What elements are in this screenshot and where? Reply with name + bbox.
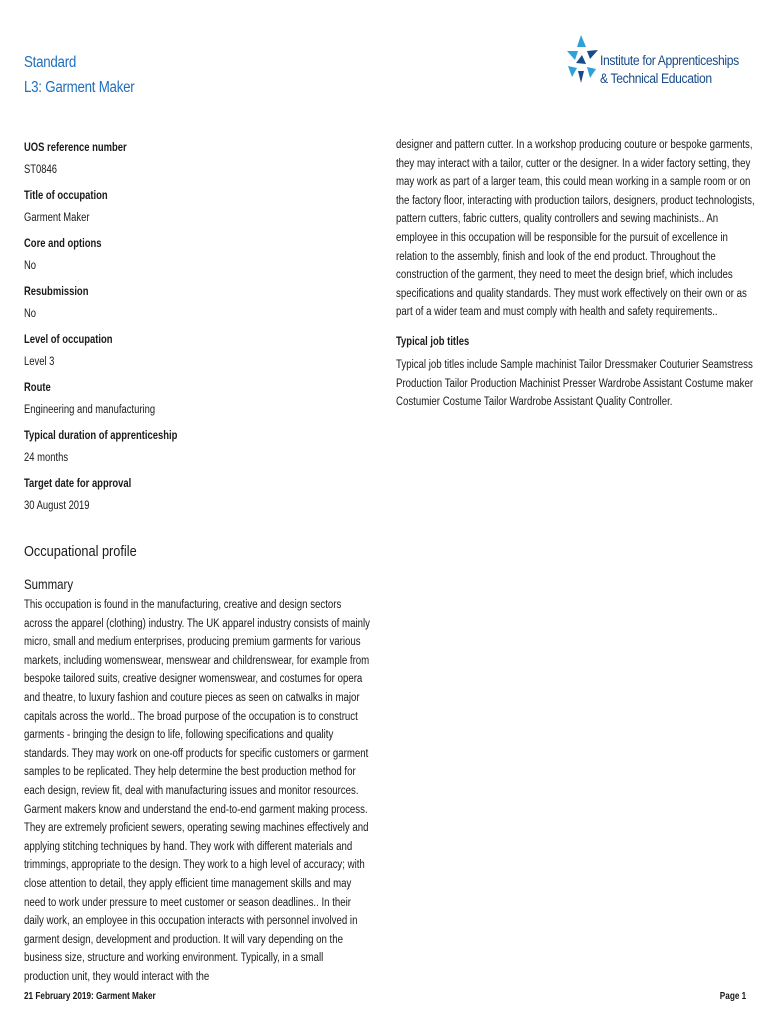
right-column (396, 136, 768, 412)
job-titles-label: Typical job titles (396, 335, 470, 348)
field-label: UOS reference number (24, 142, 127, 154)
summary-paragraph: This occupation is found in the manufacturing, creative and design sectors across the apparel (clothing) industry. The UK apparel industry consists of mainly micro, small and medium enterprises, producing premium garments for various markets, including womenswear, menswear and childrenswear, for example from bespoke tailored suits, creative designer womenswear, and costumes for opera and theatre, to luxury fashion and couture pieces as seen on catwalks in major capitals across the world.. The broad purpose of the occupation is to construct garments - bringing the design to life, following specifications and quality standards. They may work on one-off products for specific customers or garment samples to be replicated. They help determine the best production method for each design, review fit, deal with manufacturing issues and monitor resources. Garment makers know and understand the end-to-end garment making process. They are extremely proficient sewers, operating sewing machines effectively and applying stitching techniques by hand. They work with different materials and trimmings, appropriate to the design. They work to a high level of accuracy; with close attention to detail, they apply efficient time management skills and may need to work under pressure to meet customer or season deadlines.. In their daily work, an employee in this occupation interacts with personnel involved in garment design, development and production. It will vary depending on the business size, structure and working environment. Typically, in a small production unit, they would interact with the (24, 599, 370, 983)
field-value: No (24, 260, 37, 272)
institute-name-line2: & Technical Education (600, 71, 712, 86)
field-group-resubmission (24, 284, 384, 322)
summary-continued-paragraph: designer and pattern cutter. In a workshop producing couture or bespoke garments, they may interact with a tailor, cutter or the designer. In a wider factory setting, they may work as part of a larger team, this could mean working in a sample room or on the factory floor, interacting with production tailors, designers, product technologists, pattern cutters, fabric cutters, quality controllers and sewing machinists.. An employee in this occupation will be responsible for the pursuit of excellence in relation to the assembly, finish and look of the end product. Throughout the construction of the garment, they need to meet the design brief, which includes specifications and quality standards. They must work effectively on their own or as part of a wider team and must comply with health and safety requirements.. (396, 139, 755, 319)
occupational-profile-heading: Occupational profile (24, 543, 137, 560)
institute-logo (565, 33, 755, 99)
field-group-target-date (24, 476, 384, 514)
summary-heading: Summary (24, 577, 74, 592)
left-column (24, 140, 384, 986)
field-value: Garment Maker (24, 212, 90, 224)
job-titles-paragraph: Typical job titles include Sample machinist Tailor Dressmaker Couturier Seamstress Production Tailor Production Machinist Presser Wardrobe Assistant Costume maker Costumier Costume Tailor Wardrobe Assistant Quality Controller. (396, 358, 754, 409)
field-label: Target date for approval (24, 478, 132, 490)
field-group-level (24, 332, 384, 370)
field-group-core-options (24, 236, 384, 274)
field-value: Engineering and manufacturing (24, 404, 156, 416)
field-value: ST0846 (24, 164, 58, 176)
document-title (24, 50, 134, 100)
institute-name-line1: Institute for Apprenticeships (600, 53, 739, 68)
field-label: Title of occupation (24, 190, 108, 202)
field-label: Level of occupation (24, 334, 113, 346)
field-value: 24 months (24, 452, 69, 464)
field-label: Resubmission (24, 286, 89, 298)
field-label: Route (24, 382, 51, 394)
field-group-title (24, 188, 384, 226)
institute-name (600, 52, 739, 88)
field-label: Core and options (24, 238, 102, 250)
field-group-route (24, 380, 384, 418)
footer-date-title: 21 February 2019: Garment Maker (24, 991, 156, 1002)
field-value: Level 3 (24, 356, 55, 368)
field-value: 30 August 2019 (24, 500, 90, 512)
field-label: Typical duration of apprenticeship (24, 430, 178, 442)
field-group-duration (24, 428, 384, 466)
document-title-line1: Standard (24, 54, 77, 71)
page-number: Page 1 (719, 991, 746, 1002)
field-group-uos (24, 140, 384, 178)
star-logo-icon (565, 33, 601, 99)
field-value: No (24, 308, 37, 320)
document-title-line2: L3: Garment Maker (24, 79, 135, 96)
